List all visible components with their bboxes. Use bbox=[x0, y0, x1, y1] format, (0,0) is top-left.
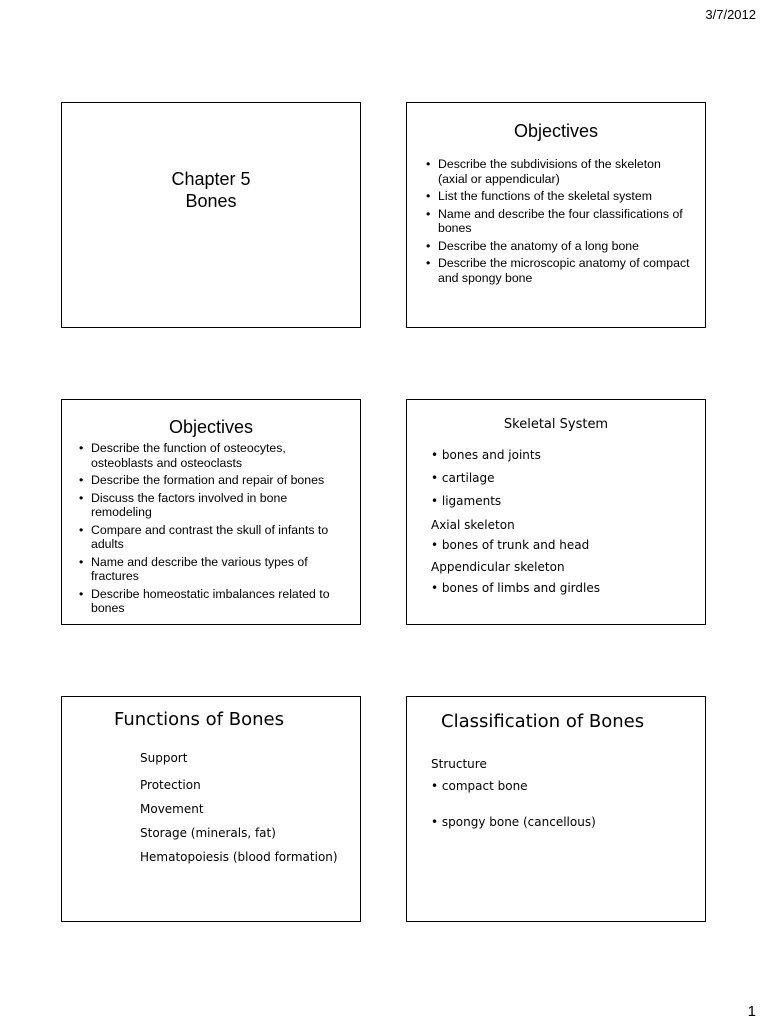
list-item: • compact bone bbox=[431, 779, 528, 793]
list-item: • Compare and contrast the skull of infants to adults bbox=[77, 523, 346, 552]
section-label: Appendicular skeleton bbox=[431, 560, 565, 574]
bullet-list bbox=[77, 441, 346, 616]
list-item: • Describe homeostatic imbalances related to bones bbox=[77, 587, 346, 616]
slide-title: Skeletal System bbox=[503, 417, 609, 432]
slide-objectives-1 bbox=[406, 102, 706, 328]
list-item: Support bbox=[140, 751, 188, 765]
list-item: Protection bbox=[140, 778, 201, 792]
slide-classification-of-bones bbox=[406, 696, 706, 922]
section-label: Axial skeleton bbox=[431, 518, 515, 532]
list-item: • Describe the function of osteocytes, osteoblasts and osteoclasts bbox=[77, 441, 346, 470]
list-item: • Name and describe the various types of fractures bbox=[77, 555, 346, 584]
title-line: Chapter 5 bbox=[171, 169, 251, 189]
slide-title: Objectives bbox=[513, 121, 599, 141]
list-item: • cartilage bbox=[431, 471, 495, 485]
content-lines bbox=[140, 751, 360, 864]
page-number: 1 bbox=[747, 1003, 756, 1020]
list-item: • Describe the microscopic anatomy of compact and spongy bone bbox=[424, 256, 691, 285]
slide-title: Classification of Bones bbox=[441, 711, 645, 732]
slide-skeletal-system bbox=[406, 399, 706, 625]
list-item: • bones of trunk and head bbox=[431, 538, 590, 552]
slide-title: Functions of Bones bbox=[114, 709, 284, 730]
content-lines bbox=[431, 757, 705, 829]
list-item: • bones of limbs and girdles bbox=[431, 581, 600, 595]
list-item: • Describe the formation and repair of bones bbox=[77, 473, 346, 488]
slide-title: Objectives bbox=[168, 417, 254, 437]
page-date: 3/7/2012 bbox=[705, 7, 756, 22]
list-item: Storage (minerals, fat) bbox=[140, 826, 276, 840]
list-item: Hematopoiesis (blood formation) bbox=[140, 850, 338, 864]
list-item: • ligaments bbox=[431, 494, 502, 508]
list-item: • spongy bone (cancellous) bbox=[431, 815, 596, 829]
list-item: • Describe the subdivisions of the skeleton (axial or appendicular) bbox=[424, 157, 691, 186]
list-item: • List the functions of the skeletal system bbox=[424, 189, 691, 204]
slide-objectives-2 bbox=[61, 399, 361, 625]
content-lines bbox=[431, 448, 705, 595]
list-item: • Name and describe the four classifications of bones bbox=[424, 207, 691, 236]
title-line: Bones bbox=[185, 191, 237, 211]
list-item: • Describe the anatomy of a long bone bbox=[424, 239, 691, 254]
list-item: • Discuss the factors involved in bone remodeling bbox=[77, 491, 346, 520]
bullet-list bbox=[424, 157, 691, 285]
slide-title bbox=[62, 168, 360, 212]
slide-functions-of-bones bbox=[61, 696, 361, 922]
slide-chapter-title bbox=[61, 102, 361, 328]
list-item: Movement bbox=[140, 802, 204, 816]
list-item: • bones and joints bbox=[431, 448, 541, 462]
section-label: Structure bbox=[431, 757, 487, 771]
